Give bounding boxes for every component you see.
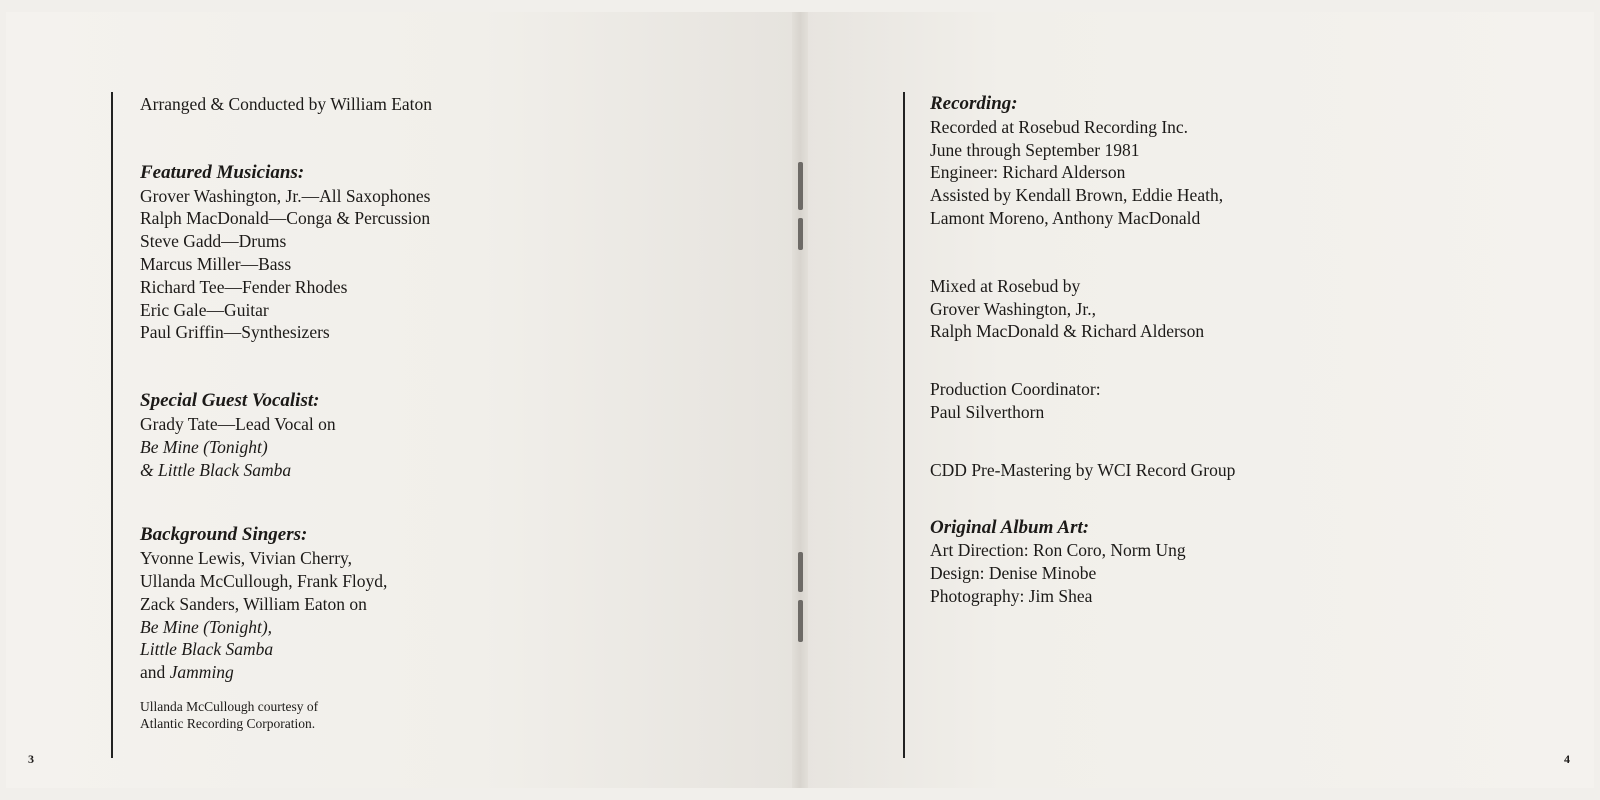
musician-line: Eric Gale—Guitar xyxy=(140,299,269,320)
recording-line: Engineer: Richard Alderson xyxy=(930,162,1126,183)
mastering-credit: CDD Pre-Mastering by WCI Record Group xyxy=(930,459,1236,480)
musician-line: Steve Gadd—Drums xyxy=(140,231,287,252)
mixed-line: Grover Washington, Jr., xyxy=(930,298,1096,319)
right-margin-rule xyxy=(903,92,905,758)
courtesy-note: Ullanda McCullough courtesy of xyxy=(140,698,319,714)
vocalist-song: & Little Black Samba xyxy=(140,459,292,480)
featured-musicians-heading: Featured Musicians: xyxy=(140,161,305,183)
production-line: Paul Silverthorn xyxy=(930,401,1045,422)
guest-vocalist-heading: Special Guest Vocalist: xyxy=(140,390,320,412)
staple-top-lower xyxy=(798,218,803,250)
art-line: Design: Denise Minobe xyxy=(930,563,1097,584)
vocalist-song: Be Mine (Tonight) xyxy=(140,436,268,457)
arranger-credit: Arranged & Conducted by William Eaton xyxy=(140,94,433,114)
production-line: Production Coordinator: xyxy=(930,379,1101,400)
musician-line: Richard Tee—Fender Rhodes xyxy=(140,276,348,297)
singers-song: Little Black Samba xyxy=(140,639,274,660)
singers-song: Jamming xyxy=(169,662,234,683)
booklet-gutter xyxy=(792,12,808,788)
right-credits xyxy=(930,93,1235,608)
singers-line: Zack Sanders, William Eaton on xyxy=(140,593,367,614)
mixed-line: Mixed at Rosebud by xyxy=(930,275,1081,296)
recording-line: Assisted by Kendall Brown, Eddie Heath, xyxy=(930,185,1224,206)
and-word: and xyxy=(140,662,166,683)
album-art-heading: Original Album Art: xyxy=(930,516,1090,538)
musician-line: Grover Washington, Jr.—All Saxophones xyxy=(140,185,431,206)
page-number-left: 3 xyxy=(28,752,34,766)
recording-heading: Recording: xyxy=(930,93,1018,114)
singers-line: Ullanda McCullough, Frank Floyd, xyxy=(140,570,388,591)
courtesy-note: Atlantic Recording Corporation. xyxy=(140,715,316,731)
staple-bottom-lower xyxy=(798,600,803,642)
recording-line: June through September 1981 xyxy=(930,139,1140,160)
singers-song: Be Mine (Tonight), xyxy=(140,616,273,637)
singers-song-line xyxy=(140,661,432,684)
staple-top-upper xyxy=(798,162,803,210)
art-line: Art Direction: Ron Coro, Norm Ung xyxy=(930,540,1186,561)
mixed-line: Ralph MacDonald & Richard Alderson xyxy=(930,321,1205,342)
singers-line: Yvonne Lewis, Vivian Cherry, xyxy=(140,548,353,569)
musician-line: Marcus Miller—Bass xyxy=(140,253,292,274)
left-credits xyxy=(140,93,432,732)
staple-bottom-upper xyxy=(798,552,803,592)
background-singers-heading: Background Singers: xyxy=(140,524,308,546)
recording-line: Lamont Moreno, Anthony MacDonald xyxy=(930,207,1201,228)
musician-line: Paul Griffin—Synthesizers xyxy=(140,322,330,343)
recording-line: Recorded at Rosebud Recording Inc. xyxy=(930,116,1189,137)
art-line: Photography: Jim Shea xyxy=(930,585,1093,606)
vocalist-line: Grady Tate—Lead Vocal on xyxy=(140,413,336,434)
page-number-right: 4 xyxy=(1564,752,1570,766)
musician-line: Ralph MacDonald—Conga & Percussion xyxy=(140,208,431,229)
left-margin-rule xyxy=(111,92,113,758)
